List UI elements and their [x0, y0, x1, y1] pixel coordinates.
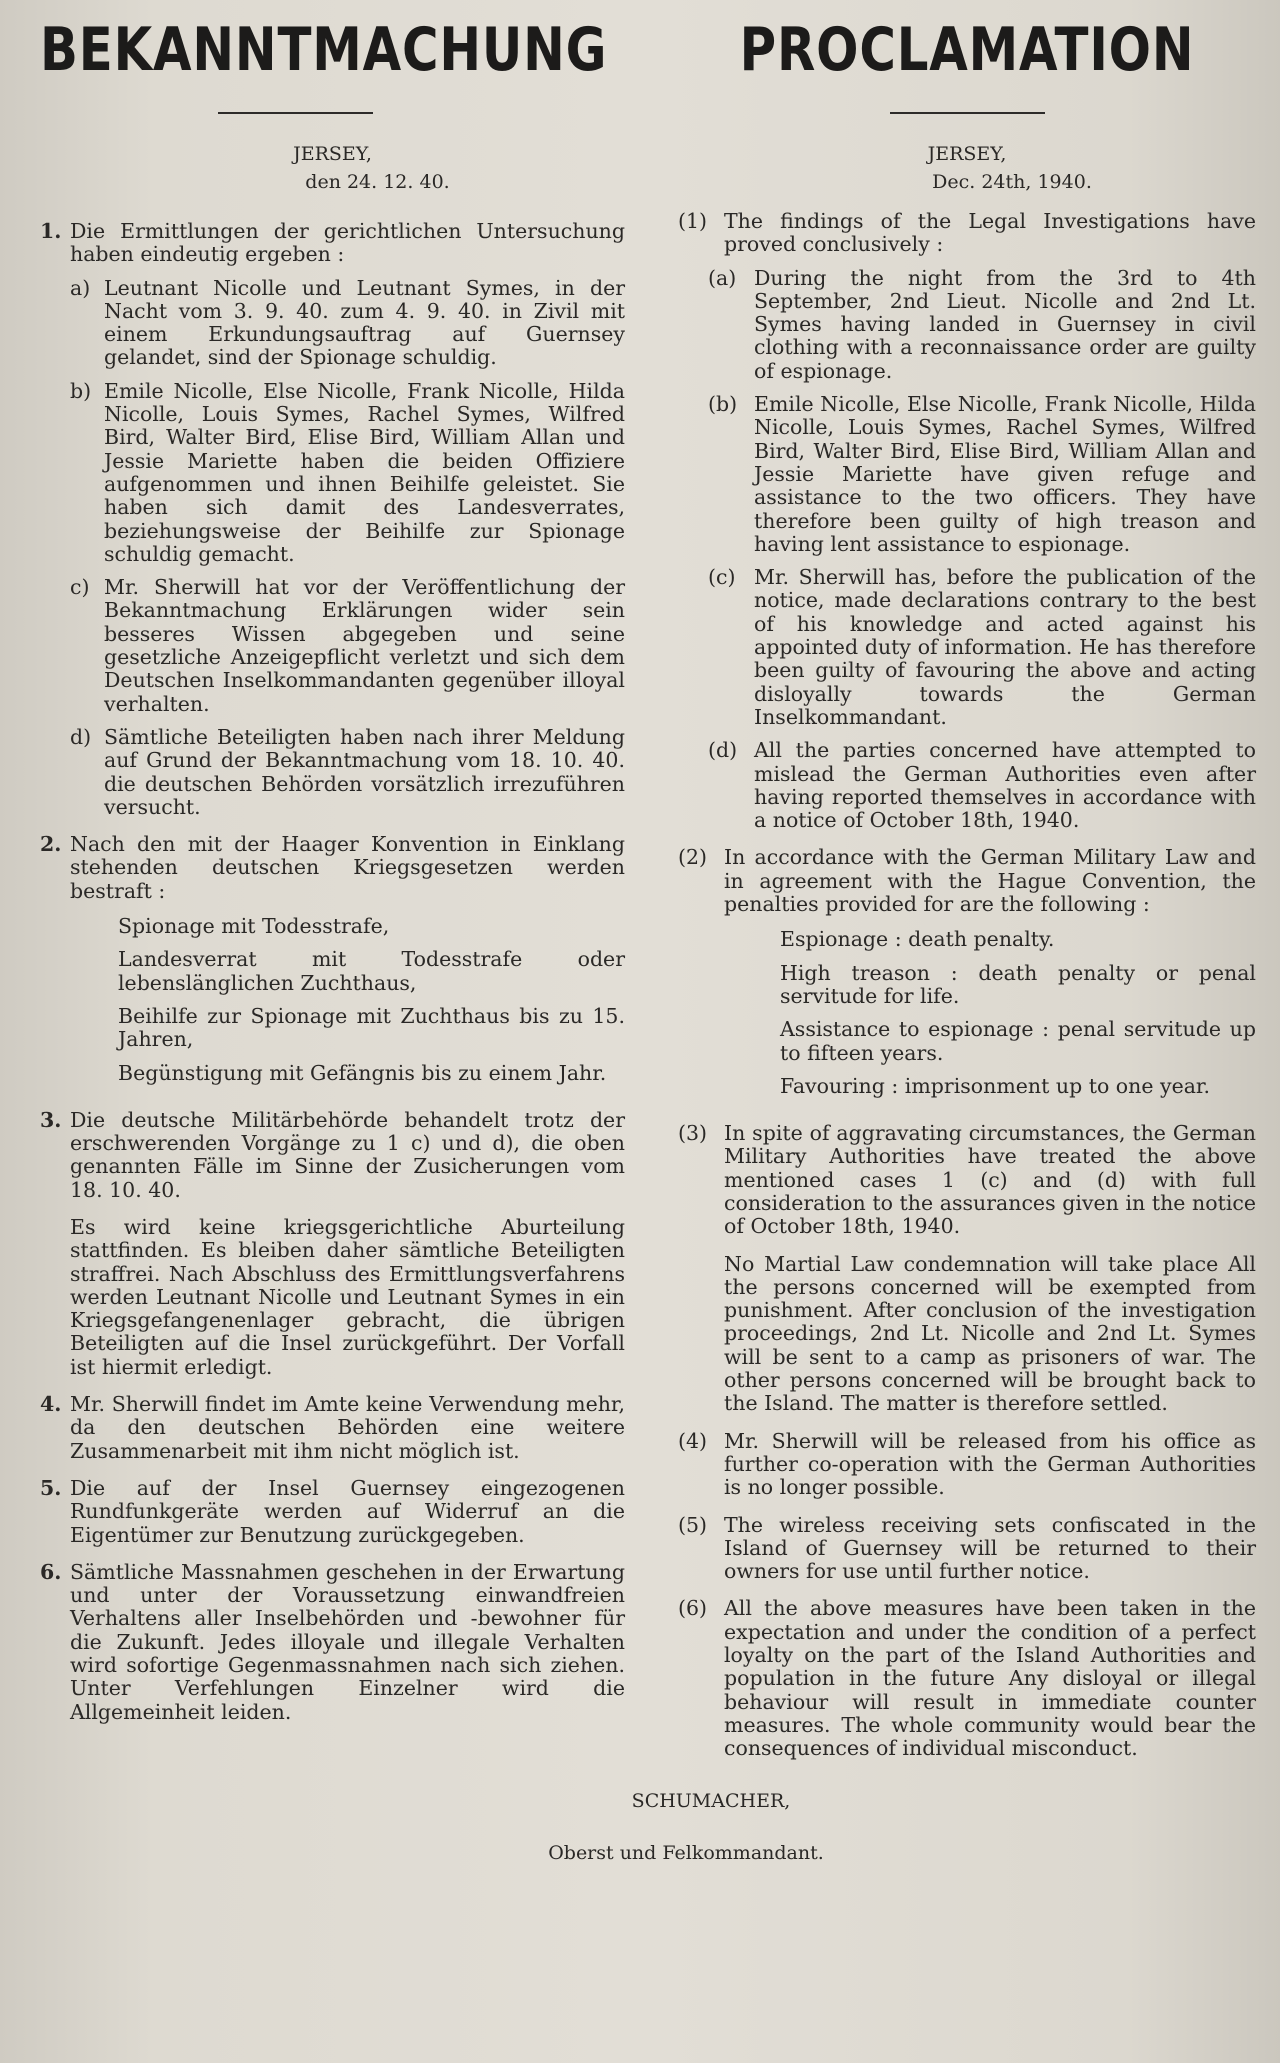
subsection-label: (b): [708, 392, 738, 417]
section-text: All the above measures have been taken in the expectation and under the condition of a perfect loyalty on the part of the Island Authorities and population in the future Any disloyal or illegal behaviour will result in immediate counter measures. The whole community would bear the consequences of individual misconduct.: [724, 1596, 1256, 1761]
subsection-c: [678, 566, 1256, 729]
section-4: [678, 1430, 1256, 1500]
section-text: Mr. Sherwill will be released from his office as further co-operation with the German Authorities is no longer possible.: [724, 1428, 1256, 1500]
section-text: Die deutsche Militärbehörde behandelt trotz der erschwerenden Vorgänge zu 1 c) und d), die oben genannten Fälle im Sinne der Zusicherungen vom 18. 10. 40.: [70, 1107, 625, 1202]
subsection-text: All the parties concerned have attempted to mislead the German Authorities even after having reported themselves in accordance with a notice of October 18th, 1940.: [754, 738, 1256, 833]
section-1: [678, 210, 1256, 832]
section-6: [678, 1597, 1256, 1760]
section-number: (5): [678, 1512, 708, 1537]
section-number: 4.: [40, 1392, 62, 1417]
section-number: (6): [678, 1596, 708, 1621]
subsection-label: a): [70, 275, 91, 300]
section-body: [724, 1430, 1256, 1500]
section-text-continued: Es wird keine kriegsgerichtliche Aburteilung stattfinden. Es bleiben daher sämtliche Beteiligten straffrei. Nach Abschluss des Ermittlungsverfahrens werden Leutnant Nicolle und Leutnant Symes in ein Kriegsgefangenenlager gebracht, die übrigen Beteiligten auf die Insel zurückgeführt. Der Vorfall ist hiermit erledigt.: [70, 1214, 625, 1379]
section-2: [40, 833, 625, 1095]
section-number: 6.: [40, 1559, 62, 1584]
subsection-label: d): [70, 724, 92, 749]
subsection-text: Mr. Sherwill hat vor der Veröffentlichung der Bekanntmachung Erklärungen wider sein besseres Wissen abgegeben und seine gesetzliche Anzeigepflicht verletzt und sich dem Deutschen Inselkommandanten gegenüber illoyal verhalten.: [104, 575, 625, 716]
penalty-item: Landesverrat mit Todesstrafe oder lebenslänglichen Zuchthaus,: [118, 947, 625, 995]
section-text: Die auf der Insel Guernsey eingezogenen Rundfunkgeräte werden auf Widerruf an die Eigentümer zur Benutzung zurückgegeben.: [70, 1475, 625, 1547]
section-body: [708, 209, 1256, 833]
section-body: [70, 1561, 625, 1724]
signature-name: SCHUMACHER,: [631, 1789, 791, 1812]
penalty-list: [118, 915, 625, 1085]
penalty-item: Beihilfe zur Spionage mit Zuchthaus bis zu 15. Jahren,: [118, 1003, 625, 1052]
subsection-text: Leutnant Nicolle und Leutnant Symes, in der Nacht vom 3. 9. 40. zum 4. 9. 40. in Zivil mit einem Erkundungsauftrag auf Guernsey gelandet, sind der Spionage schuldig.: [104, 275, 625, 370]
section-text: Die Ermittlungen der gerichtlichen Untersuchung haben eindeutig ergeben :: [70, 219, 625, 267]
section-body: [724, 846, 1256, 1108]
section-number: 1.: [40, 219, 62, 243]
section-body: [724, 1514, 1256, 1584]
section-text: The wireless receiving sets confiscated in the Island of Guernsey will be returned to their owners for use until further notice.: [724, 1512, 1256, 1584]
english-sections: [678, 210, 1256, 1761]
signature-rank: Oberst und Felkommandant.: [548, 1841, 824, 1864]
subsection-text: During the night from the 3rd to 4th September, 2nd Lieut. Nicolle and 2nd Lt. Symes having landed in Guernsey in civil clothing with a reconnaissance order are guilty of espionage.: [754, 265, 1256, 383]
section-body: [70, 833, 625, 1095]
subsection-label: c): [70, 575, 90, 600]
english-place: JERSEY,: [927, 143, 1007, 165]
german-title: BEKANNTMACHUNG: [40, 15, 608, 85]
section-4: [40, 1393, 625, 1463]
subsection-c: [40, 576, 625, 716]
section-body: [70, 220, 625, 819]
section-text: In spite of aggravating circumstances, the German Military Authorities have treated the above mentioned cases 1 (c) and (d) with full consideration to the assurances given in the notice of October 18th, 1940.: [724, 1121, 1256, 1239]
subsection-d: [40, 726, 625, 819]
section-body: [70, 1477, 625, 1547]
penalty-item: Favouring : imprisonment up to one year.: [780, 1073, 1210, 1098]
section-text: Sämtliche Massnahmen geschehen in der Erwartung und unter der Voraussetzung einwandfreien Verhaltens aller Inselbehörden und -bewohner für die Zukunft. Jedes illoyale und illegale Verhalten wird sofortige Gegenmassnahmen nach sich ziehen. Unter Verfehlungen Einzelner wird die Allgemeinheit leiden.: [70, 1559, 625, 1724]
section-5: [678, 1514, 1256, 1584]
penalty-list: [780, 928, 1256, 1098]
section-text: The findings of the Legal Investigations have proved conclusively :: [724, 209, 1256, 257]
german-column: [40, 12, 625, 1761]
section-number: (2): [678, 845, 708, 870]
subsection-b: [40, 380, 625, 566]
penalty-item: Begünstigung mit Gefängnis bis zu einem Jahr.: [118, 1060, 607, 1085]
subsection-label: (d): [708, 738, 738, 763]
bilingual-columns: [40, 12, 1262, 1761]
subsection-text: Sämtliche Beteiligten haben nach ihrer Meldung auf Grund der Bekanntmachung vom 18. 10. 40. die deutschen Behörden vorsätzlich irrezuführen versucht.: [104, 724, 625, 819]
section-number: 2.: [40, 832, 62, 857]
penalty-item: Espionage : death penalty.: [780, 927, 1055, 952]
penalty-item: Assistance to espionage : penal servitude up to fifteen years.: [780, 1017, 1256, 1065]
english-title: PROCLAMATION: [739, 15, 1195, 85]
english-column: [678, 12, 1256, 1761]
section-body: [724, 1122, 1256, 1416]
section-text-continued: No Martial Law condemnation will take place All the persons concerned will be exempted from punishment. After conclusion of the investigation proceedings, 2nd Lt. Nicolle and 2nd Lt. Symes will be sent to a camp as prisoners of war. The other persons concerned will be brought back to the Island. The matter is therefore settled.: [724, 1251, 1256, 1416]
section-number: (4): [678, 1428, 708, 1453]
title-divider: [890, 112, 1045, 114]
section-body: [70, 1393, 625, 1463]
subsection-a: [40, 277, 625, 370]
section-number: (3): [678, 1121, 708, 1146]
section-text: In accordance with the German Military Law and in agreement with the Hague Convention, the penalties provided for are the following :: [724, 845, 1256, 917]
section-number: 3.: [40, 1107, 62, 1132]
section-number: (1): [678, 209, 708, 233]
section-5: [40, 1477, 625, 1547]
subsection-label: (a): [708, 265, 737, 290]
subsection-text: Mr. Sherwill has, before the publication of the notice, made declarations contrary to the best of his knowledge and acted against his appointed duty of information. He has therefore been guilty of favouring the above and acting disloyally towards the German Inselkommandant.: [754, 565, 1256, 729]
section-body: [724, 1597, 1256, 1760]
title-divider: [218, 112, 373, 114]
section-text: Nach den mit der Haager Konvention in Einklang stehenden deutschen Kriegsgesetzen werden bestraft :: [70, 832, 625, 903]
english-date: Dec. 24th, 1940.: [932, 171, 1092, 193]
section-1: [40, 220, 625, 819]
subsection-label: b): [70, 378, 92, 403]
german-date: den 24. 12. 40.: [305, 171, 450, 193]
section-body: [70, 1109, 625, 1379]
section-3: [40, 1109, 625, 1379]
subsection-d: [678, 739, 1256, 832]
section-6: [40, 1561, 625, 1724]
subsection-text: Emile Nicolle, Else Nicolle, Frank Nicolle, Hilda Nicolle, Louis Symes, Rachel Symes, Wilfred Bird, Walter Bird, Elise Bird, William Allan and Jessie Mariette have given refuge and assistance to the two officers. They have therefore been guilty of high treason and having lent assistance to espionage.: [754, 392, 1256, 556]
german-place: JERSEY,: [293, 143, 372, 165]
penalty-item: High treason : death penalty or penal servitude for life.: [780, 960, 1256, 1008]
subsection-label: (c): [708, 565, 736, 590]
subsection-text: Emile Nicolle, Else Nicolle, Frank Nicolle, Hilda Nicolle, Louis Symes, Rachel Symes, Wilfred Bird, Walter Bird, Elise Bird, William Allan und Jessie Mariette haben die beiden Offiziere aufgenommen und ihnen Beihilfe geleistet. Sie haben sich damit des Landesverrates, beziehungsweise der Beihilfe zur Spionage schuldig gemacht.: [104, 378, 625, 566]
section-text: Mr. Sherwill findet im Amte keine Verwendung mehr, da den deutschen Behörden eine weitere Zusammenarbeit mit ihm nicht möglich ist.: [70, 1392, 625, 1463]
section-2: [678, 846, 1256, 1108]
section-number: 5.: [40, 1475, 62, 1500]
section-3: [678, 1122, 1256, 1416]
german-sections: [40, 220, 625, 1724]
subsection-b: [678, 393, 1256, 556]
subsection-a: [678, 267, 1256, 383]
penalty-item: Spionage mit Todesstrafe,: [118, 914, 390, 939]
